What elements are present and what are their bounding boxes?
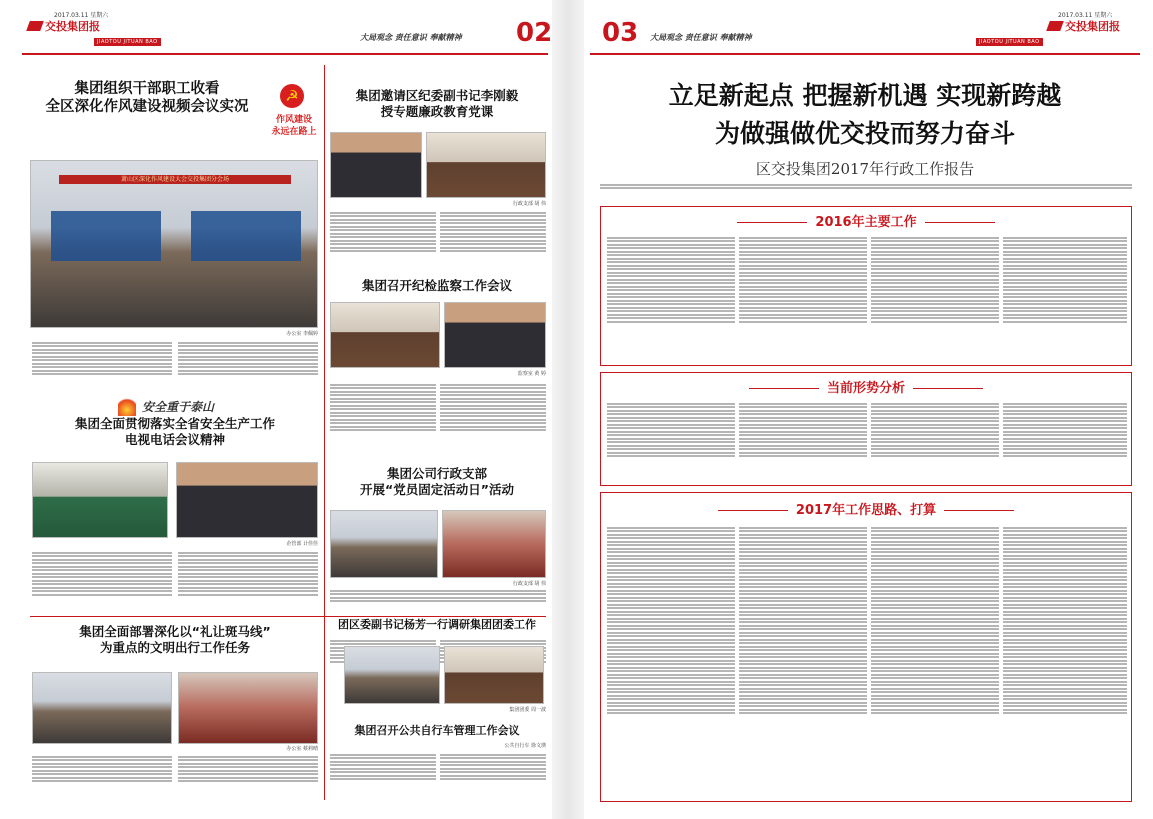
party-activity-photo-1 (330, 510, 438, 578)
brand-english: JIAOTOU JITUAN BAO (976, 38, 1043, 46)
article-4-text-col2 (178, 550, 318, 614)
headline-line-2: 为做强做优交投而努力奋斗 (714, 119, 1015, 148)
article-8-headline: 集团召开公共自行车管理工作会议 (354, 724, 520, 737)
section-2-title: 当前形势分析 (601, 377, 1131, 396)
brand-mark-icon (26, 21, 44, 31)
article-5-credit: 行政支部 胡 伟 (512, 581, 546, 587)
article-1-text-col1 (32, 340, 172, 390)
section-3-text-col1 (607, 525, 735, 797)
article-7-headline: 团区委副书记杨芳一行调研集团团委工作 (338, 618, 536, 631)
safety-calligraphy-art: 安全重于泰山 (118, 394, 298, 418)
section-2-text-col1 (607, 401, 735, 481)
article-3-headline: 集团召开纪检监察工作会议 (361, 278, 512, 293)
page-slogan: 大局观念 责任意识 奉献精神 (360, 33, 462, 42)
section-2017-plan (600, 492, 1132, 802)
screen-right (191, 211, 301, 261)
newspaper-page-03 (590, 10, 1140, 810)
page-slogan: 大局观念 责任意识 奉献精神 (650, 33, 752, 42)
article-6-headline: 集团全面部署深化以“礼让斑马线” 为重点的文明出行工作任务 (79, 624, 271, 655)
article-4-headline: 集团全面贯彻落实全省安全生产工作 电视电话会议精神 (74, 416, 275, 447)
brand-mark-icon (1046, 21, 1064, 31)
issue-date: 2017.03.11 星期六 (54, 12, 109, 19)
emblem-text: 作风建设 (275, 115, 312, 125)
safety-meeting-photo-1 (32, 462, 168, 538)
inspection-meeting-photo-1 (330, 302, 440, 368)
civility-meeting-photo-1 (32, 672, 172, 744)
article-2-text-col1 (330, 210, 436, 272)
party-emblem (268, 82, 318, 142)
section-rule (30, 616, 546, 617)
article-7-credit: 集团团委 周一波 (509, 707, 546, 713)
article-8-text-col1 (330, 752, 436, 798)
section-situation-analysis (600, 372, 1132, 486)
section-1-text-col3 (871, 235, 999, 361)
column-divider (324, 65, 325, 800)
section-1-text-col1 (607, 235, 735, 361)
report-subtitle: 区交投集团2017年行政工作报告 (755, 160, 975, 178)
section-1-text-col2 (739, 235, 867, 361)
article-5-headline: 集团公司行政支部 开展“党员固定活动日”活动 (360, 466, 514, 497)
section-3-text-col4 (1003, 525, 1127, 797)
article-3-text-col2 (440, 382, 546, 452)
article-3-credit: 监察室 黄 婷 (517, 371, 546, 377)
section-2-text-col3 (871, 401, 999, 481)
inspection-meeting-photo-2 (444, 302, 546, 368)
meeting-banner: 萧山区深化作风建设大会交投集团分会场 (59, 175, 291, 184)
article-8-credit: 公共自行车 徐文瑛 (504, 743, 546, 749)
article-1-text-col2 (178, 340, 318, 390)
speaker-photo (330, 132, 422, 198)
section-3-title: 2017年工作思路、打算 (601, 499, 1131, 518)
section-1-title: 2016年主要工作 (601, 211, 1131, 230)
article-1-credit: 办公室 李佩婷 (286, 331, 318, 337)
header-rule (590, 53, 1140, 55)
section-2-text-col2 (739, 401, 867, 481)
audience-photo (426, 132, 546, 198)
article-2-credit: 行政支部 胡 伟 (512, 201, 546, 207)
page-number: 03 (602, 18, 639, 48)
brand-logo: 交投集团报 (1048, 18, 1120, 34)
section-1-text-col4 (1003, 235, 1127, 361)
section-3-text-col3 (871, 525, 999, 797)
section-2-text-col4 (1003, 401, 1127, 481)
headline-line-1: 立足新起点 把握新机遇 实现新跨越 (668, 81, 1062, 110)
meeting-hall-photo (30, 160, 318, 328)
youth-league-photo-1 (344, 646, 440, 704)
hammer-sickle-icon: ☭ (280, 84, 304, 108)
page-number: 02 (516, 18, 553, 48)
article-4-credit: 企管部 计佳佳 (286, 541, 318, 547)
article-1-headline: 集团组织干部职工收看 全区深化作风建设视频会议实况 (45, 81, 249, 116)
article-6-text-col1 (32, 754, 172, 798)
party-activity-photo-2 (442, 510, 546, 578)
safety-meeting-photo-2 (176, 462, 318, 538)
article-5-text (330, 588, 546, 608)
article-4-text-col1 (32, 550, 172, 614)
header-rule (22, 53, 548, 55)
article-6-credit: 办公室 蔡莉晴 (286, 746, 318, 752)
newspaper-page-02 (22, 10, 553, 810)
brand-logo: 交投集团报 (28, 18, 100, 34)
article-2-headline: 集团邀请区纪委副书记李刚毅 授专题廉政教育党课 (355, 88, 519, 119)
civility-meeting-photo-2 (178, 672, 318, 744)
page-header (590, 10, 1140, 56)
page-header (22, 10, 553, 56)
screen-left (51, 211, 161, 261)
article-2-text-col2 (440, 210, 546, 272)
section-3-text-col2 (739, 525, 867, 797)
article-3-text-col1 (330, 382, 436, 452)
youth-league-photo-2 (444, 646, 544, 704)
section-2016-work (600, 206, 1132, 366)
article-6-text-col2 (178, 754, 318, 798)
brand-english: JIAOTOU JITUAN BAO (94, 38, 161, 46)
page-fold-gutter (552, 0, 584, 819)
report-intro-text (600, 182, 1132, 196)
issue-date: 2017.03.11 星期六 (1058, 12, 1113, 19)
flame-icon (118, 396, 136, 416)
article-8-text-col2 (440, 752, 546, 798)
emblem-text-2: 永远在路上 (271, 127, 317, 137)
